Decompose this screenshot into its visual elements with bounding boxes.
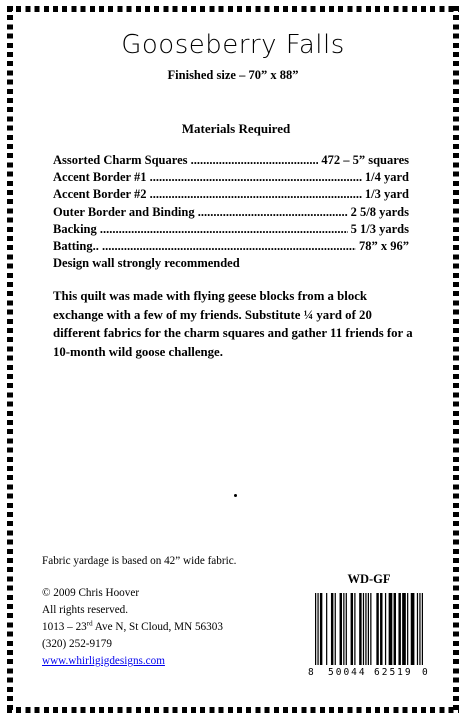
barcode-bar bbox=[422, 593, 423, 665]
rights-line: All rights reserved. bbox=[42, 604, 129, 616]
address-ordinal: rd bbox=[86, 619, 93, 628]
barcode-digit-first: 8 bbox=[308, 667, 314, 678]
design-wall-note: Design wall strongly recommended bbox=[53, 256, 240, 271]
barcode-bar bbox=[359, 593, 361, 665]
barcode-bar bbox=[417, 593, 418, 665]
materials-list bbox=[53, 152, 409, 272]
border-top-edge bbox=[7, 6, 459, 12]
finished-size: Finished size – 70” x 88” bbox=[167, 68, 299, 82]
material-name: Assorted Charm Squares ..... bbox=[53, 152, 318, 169]
barcode-bar bbox=[385, 593, 386, 665]
barcode-group-left: 50044 bbox=[328, 667, 367, 678]
barcode-bar bbox=[419, 593, 420, 665]
border-right-edge bbox=[453, 6, 459, 713]
material-quantity: 1/4 yard bbox=[364, 170, 409, 185]
barcode-bar bbox=[326, 593, 327, 665]
materials-heading: Materials Required bbox=[181, 121, 291, 136]
material-quantity: 472 – 5” squares bbox=[321, 153, 409, 167]
list-item bbox=[53, 169, 409, 186]
material-name: Batting.. ..... bbox=[53, 238, 356, 255]
barcode-bar bbox=[343, 593, 344, 665]
material-quantity: 2 5/8 yards bbox=[350, 204, 409, 219]
barcode-bar bbox=[370, 593, 371, 665]
barcode-bar bbox=[380, 593, 382, 665]
list-item bbox=[53, 186, 409, 203]
barcode-bar bbox=[407, 593, 408, 665]
barcode-bar bbox=[340, 593, 342, 665]
barcode-digit-last: 0 bbox=[422, 667, 428, 678]
list-item bbox=[53, 238, 409, 255]
copyright-line: © 2009 Chris Hoover bbox=[42, 587, 140, 599]
list-item bbox=[53, 204, 409, 221]
material-quantity: 5 1/3 yards bbox=[350, 221, 409, 236]
phone-number: (320) 252-9179 bbox=[42, 638, 112, 650]
material-name: Outer Border and Binding ..... bbox=[53, 204, 348, 221]
barcode-group-right: 62519 bbox=[374, 667, 413, 678]
border-bottom-edge bbox=[7, 707, 459, 713]
barcode-bar bbox=[320, 593, 322, 665]
designer-credits bbox=[42, 585, 223, 670]
list-item bbox=[53, 152, 409, 169]
material-name: Backing ..... bbox=[53, 221, 348, 238]
list-item bbox=[53, 221, 409, 238]
barcode-bar bbox=[376, 593, 378, 665]
material-name: Accent Border #2 ..... bbox=[53, 186, 362, 203]
barcode-bar bbox=[346, 593, 347, 665]
barcode-bar bbox=[411, 593, 415, 665]
yardage-note: Fabric yardage is based on 42” wide fabric. bbox=[42, 555, 237, 567]
barcode-bar bbox=[351, 593, 353, 665]
barcode-bar bbox=[402, 593, 406, 665]
pattern-title: Gooseberry Falls bbox=[121, 30, 345, 60]
barcode-bar bbox=[331, 593, 333, 665]
barcode-digits bbox=[308, 667, 430, 681]
material-quantity: 1/3 yard bbox=[364, 187, 409, 202]
product-code: WD-GF bbox=[347, 572, 391, 586]
barcode-bar bbox=[368, 593, 369, 665]
website-link[interactable]: www.whirligigdesigns.com bbox=[42, 655, 165, 667]
barcode-bar bbox=[335, 593, 336, 665]
stray-dot bbox=[234, 494, 237, 497]
barcode-bar bbox=[317, 593, 318, 665]
barcode-bar bbox=[389, 593, 393, 665]
barcode-bar bbox=[398, 593, 400, 665]
barcode-bar bbox=[354, 593, 355, 665]
barcode-bar bbox=[394, 593, 396, 665]
pattern-description: This quilt was made with flying geese blocks from a block exchange with a few of my friends. Substitute ¼ yard of 20 different fabrics for the charm squares and gather 11 friends for a 10-month wild goose challenge. bbox=[53, 289, 413, 359]
address-number: 1013 – 23 bbox=[42, 621, 87, 633]
barcode-bar bbox=[365, 593, 366, 665]
barcode-bar bbox=[315, 593, 316, 665]
material-name: Accent Border #1 ..... bbox=[53, 169, 362, 186]
barcode bbox=[308, 591, 430, 685]
address-line bbox=[42, 619, 223, 636]
material-quantity: 78” x 96” bbox=[359, 239, 409, 254]
barcode-bar bbox=[363, 593, 364, 665]
address-rest: Ave N, St Cloud, MN 56303 bbox=[92, 621, 223, 633]
border-left-edge bbox=[7, 6, 13, 713]
